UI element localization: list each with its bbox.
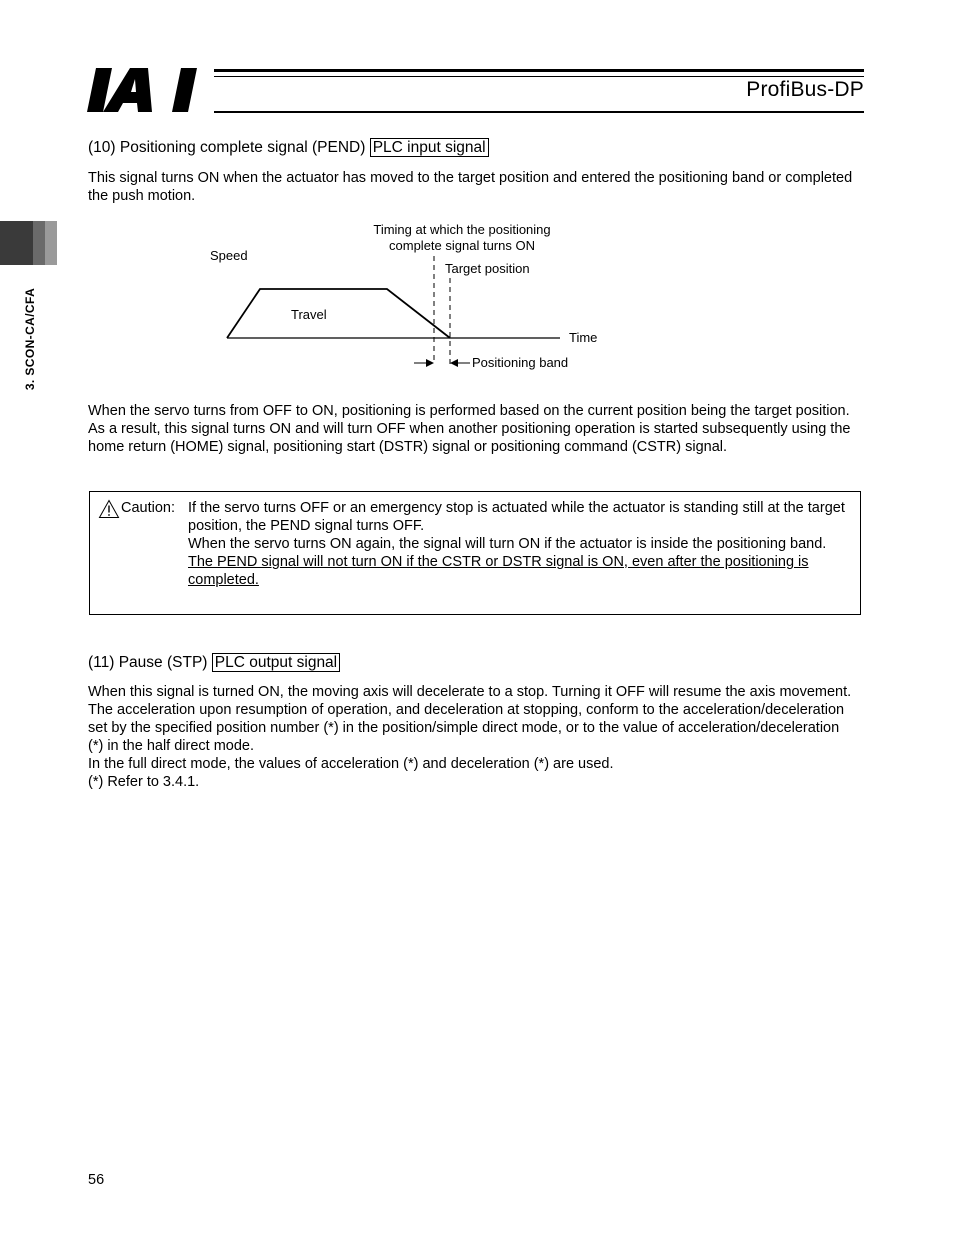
section-10-body (88, 402, 858, 456)
band-arrow-right-head (450, 359, 458, 367)
product-name: ProfiBus-DP (746, 78, 864, 101)
timing-label-1: Timing at which the positioning (373, 222, 551, 237)
positioning-band-label: Positioning band (472, 355, 569, 370)
section-11-tag: PLC output signal (212, 653, 340, 672)
header-rule-thick (214, 69, 864, 72)
speed-profile (227, 289, 450, 338)
section-11-para-3: In the full direct mode, the values of acceleration (*) and deceleration (*) are used. (88, 756, 614, 772)
caution-line-1: If the servo turns OFF or an emergency stop is actuated while the actuator is standing still at the target position, the PEND signal turns OFF. (188, 500, 845, 534)
time-label: Time (569, 330, 598, 345)
target-position-label: Target position (445, 261, 530, 276)
speed-label: Speed (210, 248, 248, 263)
page-number: 56 (88, 1172, 105, 1188)
section-11-para-1: When this signal is turned ON, the moving axis will decelerate to a stop. Turning it OFF will resume the axis movement. (88, 684, 852, 700)
section-11-note: (*) Refer to 3.4.1. (88, 774, 200, 790)
iai-logo (86, 66, 206, 114)
section-10-intro (88, 169, 858, 205)
timing-label-2: complete signal turns ON (389, 238, 535, 253)
section-10-tag: PLC input signal (370, 138, 489, 157)
chapter-tab-light (45, 221, 57, 265)
caution-label: Caution: (121, 500, 176, 516)
section-11-body (88, 683, 858, 791)
section-11-heading (88, 654, 340, 672)
header-rule-bottom (214, 111, 864, 113)
section-10-body-text: When the servo turns from OFF to ON, positioning is performed based on the current position being the target position. As a result, this signal turns ON and will turn OFF when another positioning operation is started subsequently using the home return (HOME) signal, positioning start (DSTR) signal or positioning command (CSTR) signal. (88, 403, 851, 455)
section-11-title: (11) Pause (STP) (88, 654, 208, 671)
header-rule-thin (214, 76, 864, 77)
section-10-heading (88, 139, 489, 157)
positioning-timing-diagram (200, 218, 620, 378)
section-10-intro-text: This signal turns ON when the actuator has moved to the target position and entered the positioning band or completed the push motion. (88, 170, 853, 204)
chapter-side-label: 3. SCON-CA/CFA (23, 287, 37, 391)
band-arrow-left-head (426, 359, 434, 367)
caution-line-3: The PEND signal will not turn ON if the CSTR or DSTR signal is ON, even after the positioning is completed. (188, 554, 809, 588)
warning-icon (98, 499, 120, 519)
caution-line-2: When the servo turns ON again, the signal will turn ON if the actuator is inside the positioning band. (188, 536, 827, 552)
caution-text (188, 499, 856, 589)
section-11-para-2: The acceleration upon resumption of operation, and deceleration at stopping, conform to the acceleration/deceleration set by the specified position number (*) in the position/simple direct mode, or to the value of acceleration/deceleration (*) in the half direct mode. (88, 702, 845, 754)
section-10-title: (10) Positioning complete signal (PEND) (88, 139, 366, 156)
travel-label: Travel (291, 307, 327, 322)
